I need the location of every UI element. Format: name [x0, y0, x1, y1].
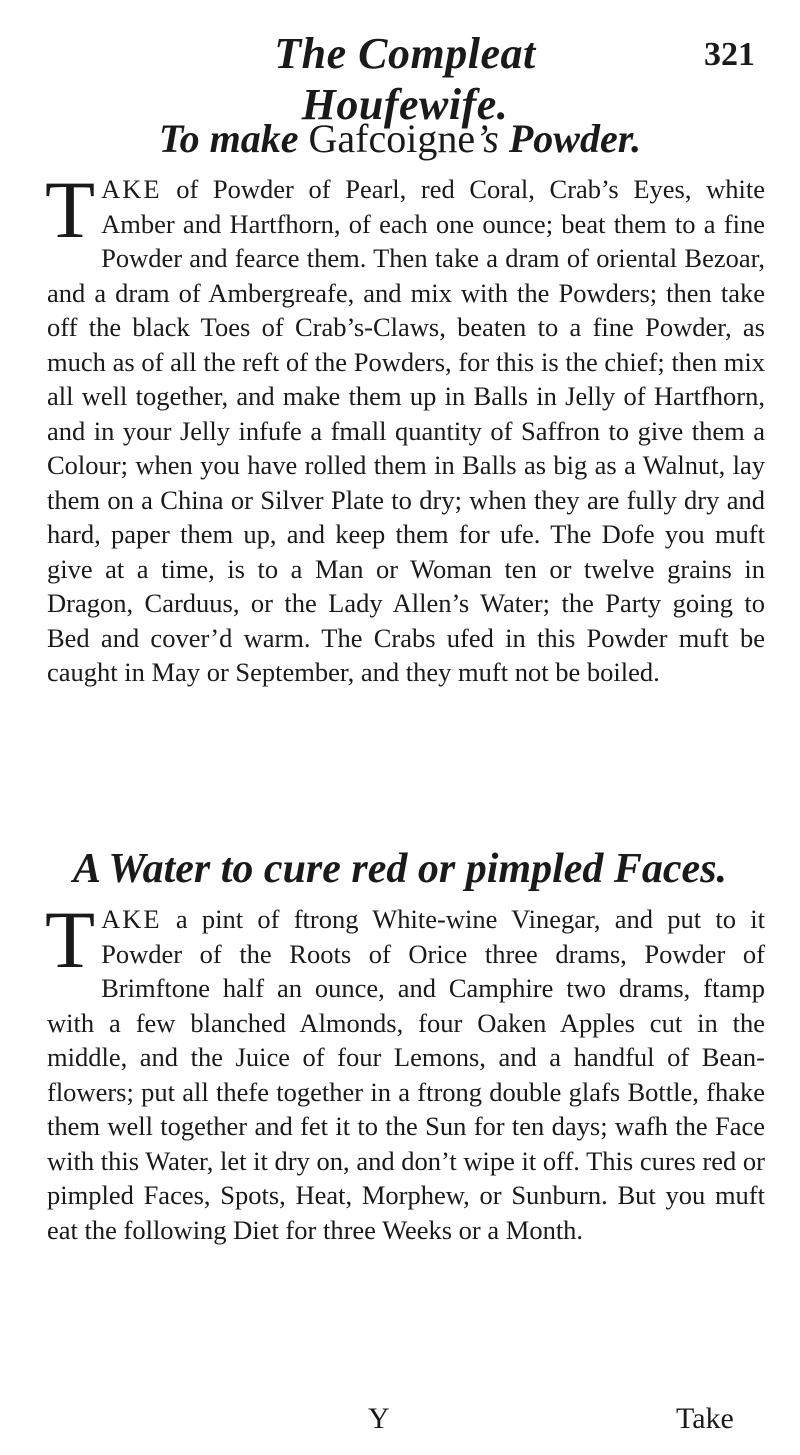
heading-post: Powder. — [498, 116, 642, 161]
recipe-heading-gascoigne-powder — [40, 115, 760, 162]
drop-cap: T — [45, 164, 96, 255]
opening-word: AKE — [101, 174, 162, 204]
recipe-heading-face-water: A Water to cure red or pimpled Faces. — [72, 846, 728, 892]
signature-mark: Y — [368, 1402, 390, 1435]
running-head — [0, 28, 800, 129]
recipe-body-face-water — [45, 894, 765, 1247]
drop-cap: T — [45, 894, 96, 985]
heading-proper-name: Gafcoigne’s — [308, 116, 499, 161]
page-number: 321 — [704, 36, 755, 73]
running-title: The Compleat Houfewife. — [274, 29, 536, 129]
paragraph-text: of Powder of Pearl, red Coral, Crab’s Eyes, white Amber and Hartfhorn, of each one ounce; beat them to a fine Powder and fearce them. Then take a dram of oriental Bezoar, and a dram of Ambergreafe, and mix with the Powders; then take off the black Toes of Crab’s-Claws, beaten to a fine Powder, as much as of all the reft of the Powders, for this is the chief; then mix all well together, and make them up in Balls in Jelly of Hartfhorn, and in your Jelly infufe a fmall quantity of Saffron to give them a Colour; when you have rolled them in Balls as big as a Walnut, lay them on a China or Silver Plate to dry; when they are fully dry and hard, paper them up, and keep them for ufe. The Dofe you muft give at a time, is to a Man or Woman ten or twelve grains in Dragon, Carduus, or the Lady Allen’s Water; the Party going to Bed and cover’d warm. The Crabs ufed in this Powder muft be caught in May or September, and they muft not be boiled. — [47, 174, 765, 687]
catchword: Take — [676, 1402, 734, 1435]
recipe-body-gascoigne-powder — [45, 164, 765, 690]
paragraph-text: a pint of ftrong White-wine Vinegar, and put to it Powder of the Roots of Orice three drams, Powder of Brimftone half an ounce, and Camphire two drams, ftamp with a few blanched Almonds, four Oaken Apples cut in the middle, and the Juice of four Lemons, and a handful of Bean-flowers; put all thefe together in a ftrong double glafs Bottle, fhake them well together and fet it to the Sun for ten days; wafh the Face with this Water, let it dry on, and don’t wipe it off. This cures red or pimpled Faces, Spots, Heat, Morphew, or Sunburn. But you muft eat the following Diet for three Weeks or a Month. — [47, 904, 765, 1245]
opening-word: AKE — [101, 904, 162, 934]
heading-pre: To make — [158, 116, 309, 161]
